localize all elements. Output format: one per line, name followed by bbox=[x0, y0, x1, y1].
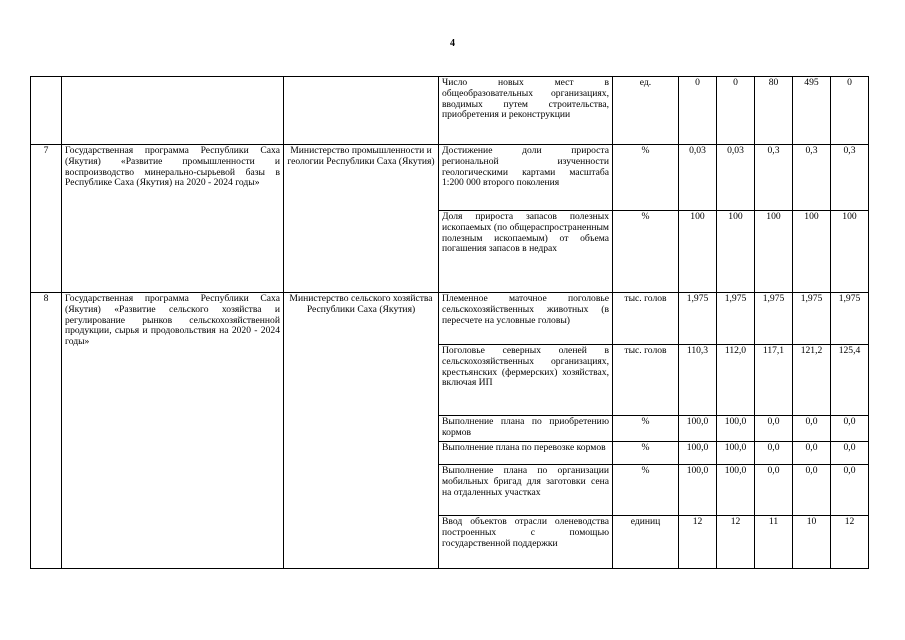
indicator-value: 100,0 bbox=[717, 442, 755, 465]
page-number: 4 bbox=[450, 38, 455, 49]
indicator-value: 0,0 bbox=[831, 442, 869, 465]
program-name bbox=[62, 77, 284, 145]
table-row bbox=[31, 77, 869, 145]
indicator-value: 1,975 bbox=[831, 293, 869, 345]
indicator-name: Число новых мест в общеобразовательных организациях, вводимых путем строительства, приобретения и реконструкции bbox=[439, 77, 613, 145]
indicator-name: Достижение доли прироста региональной изученности геологическими картами масштаба 1:200 000 второго поколения bbox=[439, 145, 613, 211]
indicator-value: 12 bbox=[831, 516, 869, 569]
ministry-name bbox=[284, 77, 439, 145]
indicator-value: 0,03 bbox=[717, 145, 755, 211]
program-name: Государственная программа Республики Саха (Якутия) «Развитие промышленности и воспроизводство минерально-сырьевой базы в Республике Саха (Якутия) на 2020 - 2024 годы» bbox=[62, 145, 284, 293]
table-row bbox=[31, 145, 869, 211]
indicator-value: 0,0 bbox=[793, 442, 831, 465]
indicator-value: 0,3 bbox=[831, 145, 869, 211]
indicator-value: 0,0 bbox=[755, 465, 793, 516]
indicator-value: 100 bbox=[717, 211, 755, 293]
indicator-value: 0,0 bbox=[755, 442, 793, 465]
indicator-name: Выполнение плана по организации мобильных бригад для заготовки сена на отдаленных участках bbox=[439, 465, 613, 516]
indicator-value: 121,2 bbox=[793, 345, 831, 416]
indicator-unit: % bbox=[613, 465, 679, 516]
indicator-name: Поголовье северных оленей в сельскохозяйственных организациях, крестьянских (фермерских) хозяйствах, включая ИП bbox=[439, 345, 613, 416]
indicator-value: 0,3 bbox=[793, 145, 831, 211]
row-number: 8 bbox=[31, 293, 62, 569]
indicator-value: 100 bbox=[679, 211, 717, 293]
indicator-unit: тыс. голов bbox=[613, 345, 679, 416]
row-number: 7 bbox=[31, 145, 62, 293]
indicator-unit: % bbox=[613, 442, 679, 465]
indicator-value: 0 bbox=[717, 77, 755, 145]
indicator-value: 0,0 bbox=[831, 416, 869, 442]
indicator-unit: ед. bbox=[613, 77, 679, 145]
indicator-value: 0,0 bbox=[793, 465, 831, 516]
indicator-value: 495 bbox=[793, 77, 831, 145]
program-name: Государственная программа Республики Саха (Якутия) «Развитие сельского хозяйства и регулирование рынков сельскохозяйственной продукции, сырья и продовольствия на 2020 - 2024 годы» bbox=[62, 293, 284, 569]
indicator-value: 125,4 bbox=[831, 345, 869, 416]
indicator-value: 0,0 bbox=[755, 416, 793, 442]
indicator-value: 0 bbox=[831, 77, 869, 145]
indicator-name: Ввод объектов отрасли оленеводства построенных с помощью государственной поддержки bbox=[439, 516, 613, 569]
indicator-unit: % bbox=[613, 145, 679, 211]
indicator-value: 12 bbox=[679, 516, 717, 569]
indicator-unit: % bbox=[613, 211, 679, 293]
indicator-value: 0,03 bbox=[679, 145, 717, 211]
indicator-value: 0 bbox=[679, 77, 717, 145]
indicator-name: Племенное маточное поголовье сельскохозяйственных животных (в пересчете на условные головы) bbox=[439, 293, 613, 345]
indicator-value: 1,975 bbox=[679, 293, 717, 345]
indicator-value: 100,0 bbox=[717, 416, 755, 442]
indicator-name: Доля прироста запасов полезных ископаемых (по общераспространенным полезным ископаемым) от объема погашения запасов в недрах bbox=[439, 211, 613, 293]
ministry-name: Министерство сельского хозяйства Республики Саха (Якутия) bbox=[284, 293, 439, 569]
indicator-value: 100,0 bbox=[679, 465, 717, 516]
indicator-name: Выполнение плана по перевозке кормов bbox=[439, 442, 613, 465]
indicator-value: 10 bbox=[793, 516, 831, 569]
indicator-value: 100,0 bbox=[717, 465, 755, 516]
indicator-value: 117,1 bbox=[755, 345, 793, 416]
indicator-value: 11 bbox=[755, 516, 793, 569]
indicator-value: 100,0 bbox=[679, 416, 717, 442]
indicator-value: 100 bbox=[831, 211, 869, 293]
indicator-name: Выполнение плана по приобретению кормов bbox=[439, 416, 613, 442]
indicators-table bbox=[30, 76, 869, 569]
indicator-unit: % bbox=[613, 416, 679, 442]
indicator-value: 0,0 bbox=[831, 465, 869, 516]
table-row bbox=[31, 293, 869, 345]
indicator-value: 1,975 bbox=[793, 293, 831, 345]
row-number bbox=[31, 77, 62, 145]
indicator-value: 1,975 bbox=[755, 293, 793, 345]
indicator-value: 0,3 bbox=[755, 145, 793, 211]
indicator-value: 100 bbox=[793, 211, 831, 293]
indicator-value: 100,0 bbox=[679, 442, 717, 465]
indicator-value: 100 bbox=[755, 211, 793, 293]
indicator-value: 0,0 bbox=[793, 416, 831, 442]
ministry-name: Министерство промышленности и геологии Республики Саха (Якутия) bbox=[284, 145, 439, 293]
indicator-value: 110,3 bbox=[679, 345, 717, 416]
indicator-value: 112,0 bbox=[717, 345, 755, 416]
indicator-value: 1,975 bbox=[717, 293, 755, 345]
indicator-unit: тыс. голов bbox=[613, 293, 679, 345]
indicator-value: 80 bbox=[755, 77, 793, 145]
indicator-unit: единиц bbox=[613, 516, 679, 569]
indicator-value: 12 bbox=[717, 516, 755, 569]
